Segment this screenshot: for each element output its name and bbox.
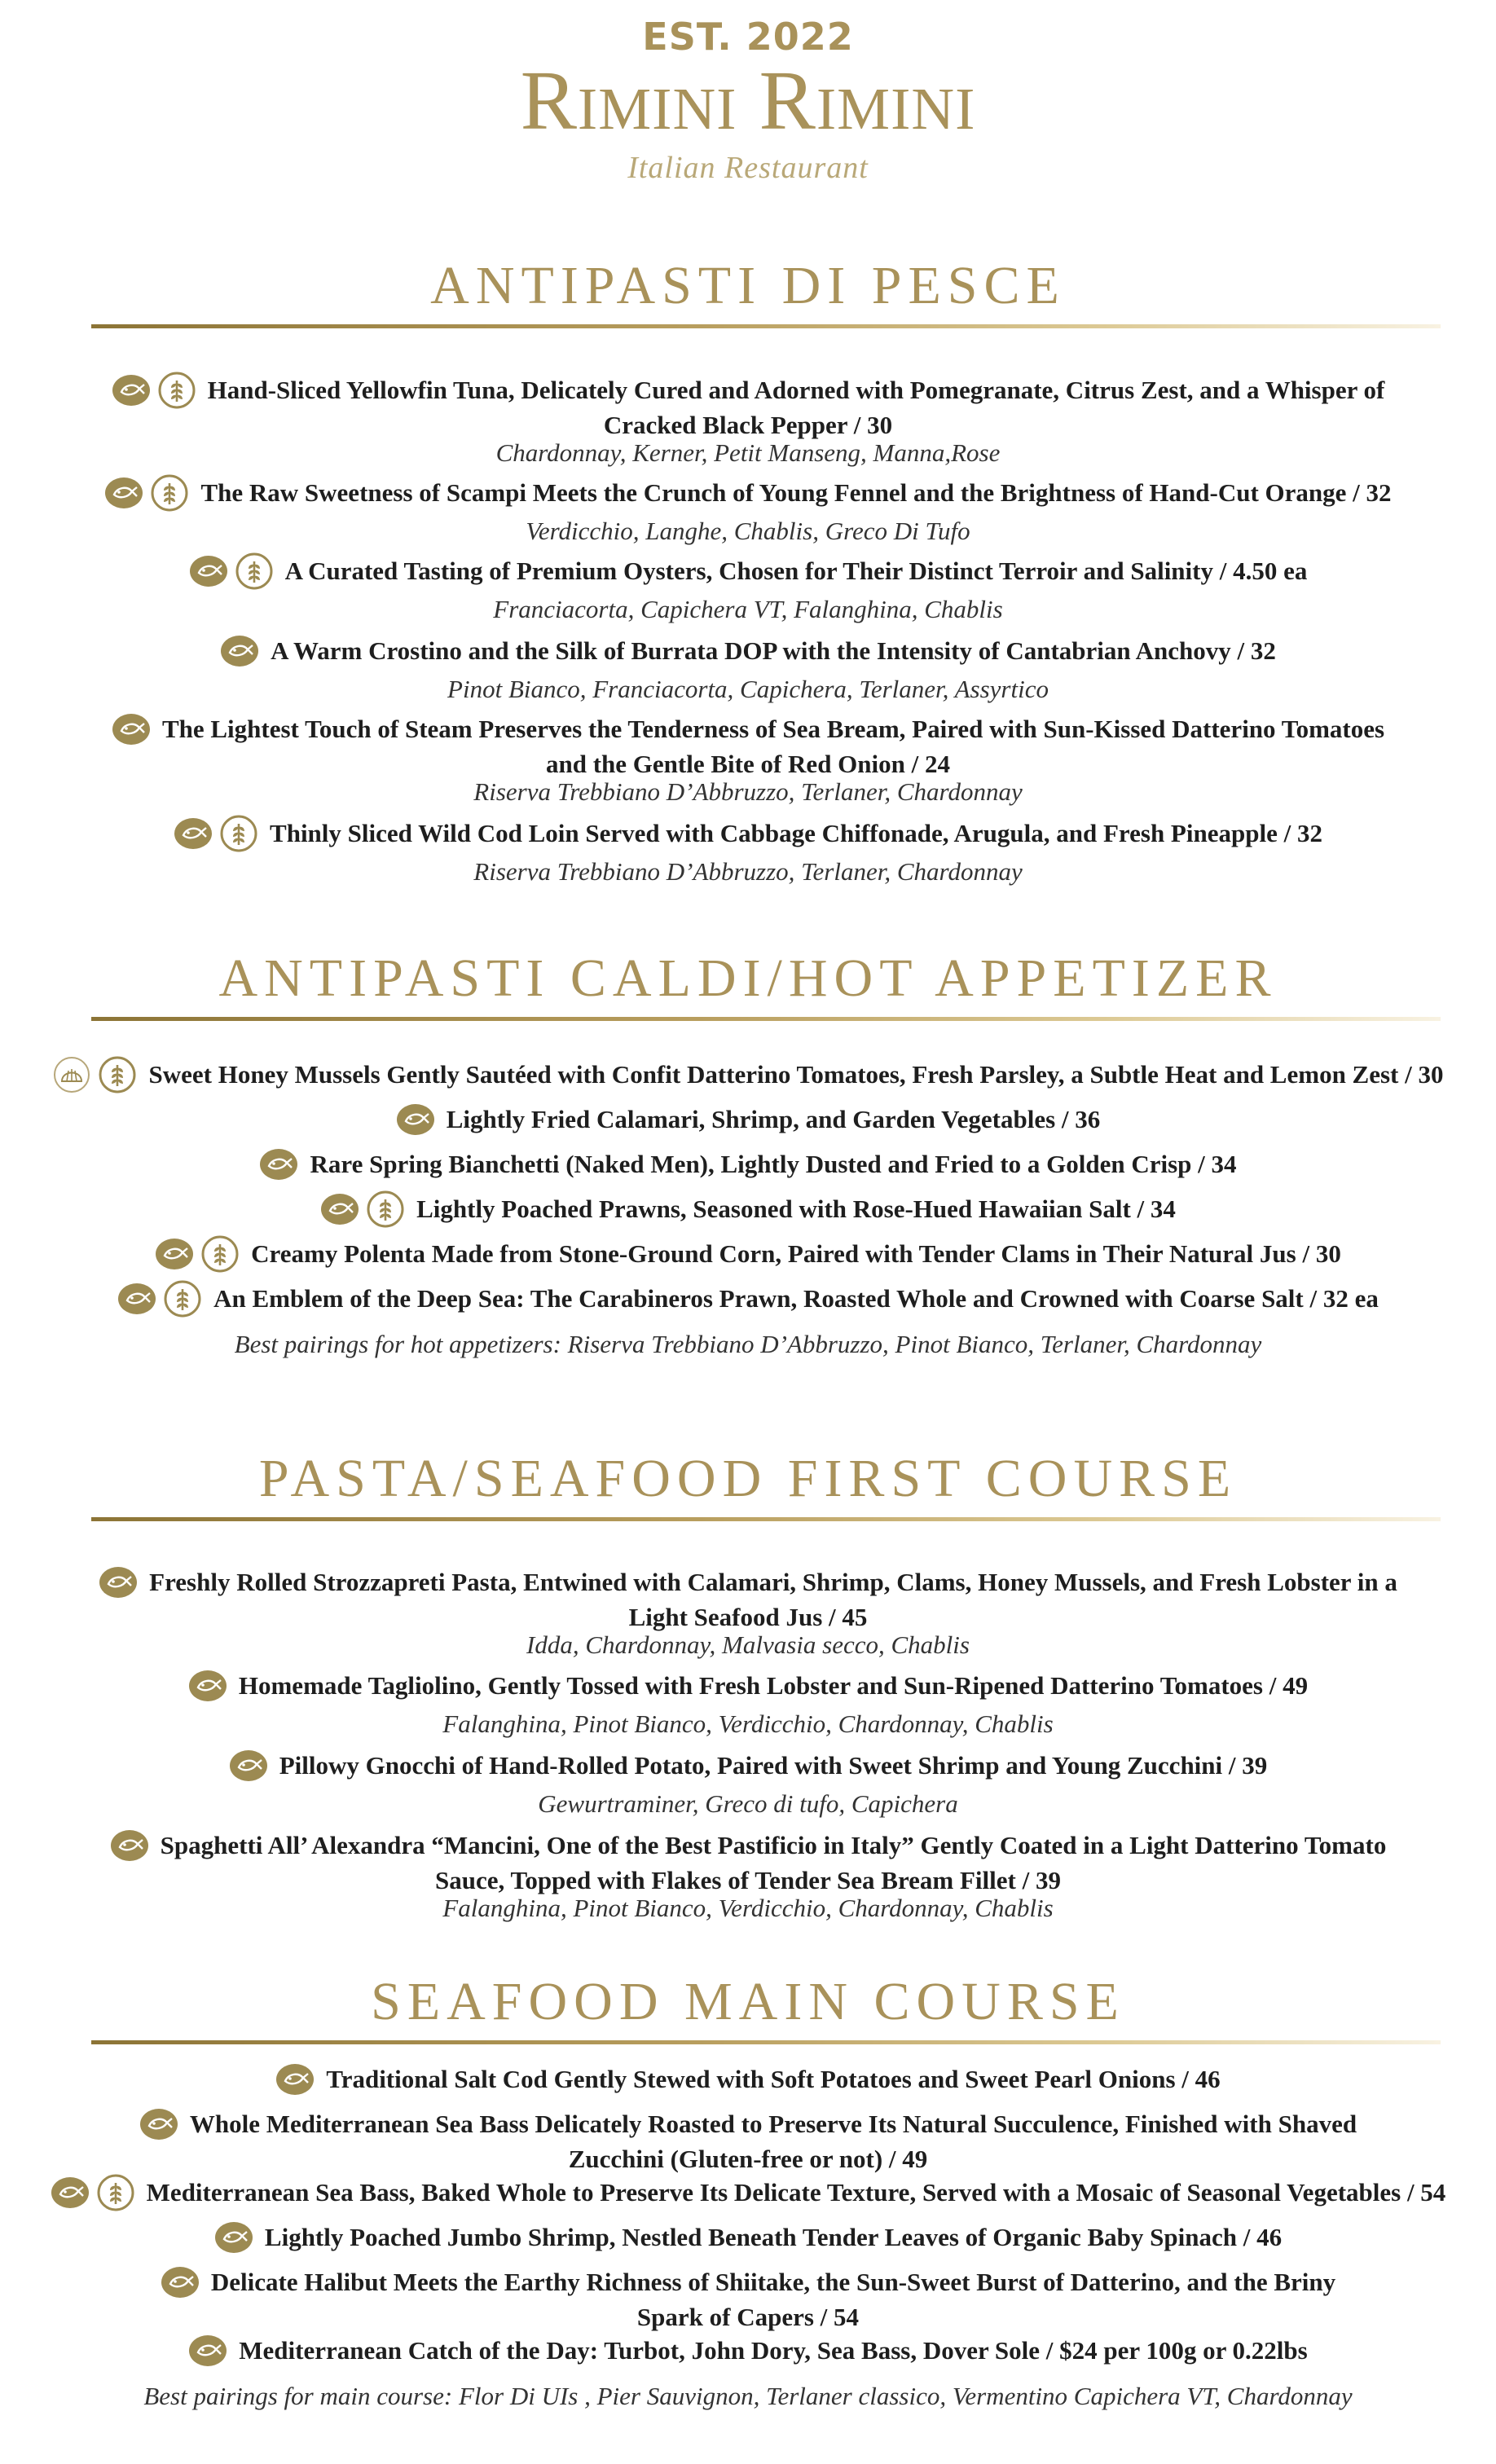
gluten-free-icon xyxy=(98,1055,137,1094)
item-name-cont: Cracked Black Pepper / 30 xyxy=(603,411,893,439)
menu-item xyxy=(0,371,1496,473)
section-4-items xyxy=(0,2060,1496,2411)
restaurant-tagline: Italian Restaurant xyxy=(627,151,869,185)
fish-icon xyxy=(155,1234,194,1274)
item-name: An Emblem of the Deep Sea: The Carabineros Prawn, Roasted Whole and Crowned with Coarse Salt / 32 ea xyxy=(213,1284,1379,1313)
fish-icon xyxy=(396,1100,435,1139)
menu-item xyxy=(0,710,1496,814)
item-name: Mediterranean Sea Bass, Baked Whole to Preserve Its Delicate Texture, Served with a Mosaic of Seasonal Vegetables / 54 xyxy=(146,2178,1446,2207)
section-title: ANTIPASTI DI PESCE xyxy=(430,256,1066,315)
best-pairings-note: Best pairings for main course: Flor Di UIs , Pier Sauvignon, Terlaner classico, Vermentino Capichera VT, Chardonnay xyxy=(143,2382,1353,2410)
fish-icon xyxy=(112,710,151,749)
wine-pairing: Verdicchio, Langhe, Chablis, Greco Di Tufo xyxy=(526,517,970,545)
item-icons xyxy=(320,1190,405,1229)
section-seafood-main-course xyxy=(0,1972,1496,2044)
menu-item xyxy=(0,1279,1496,1330)
item-icons xyxy=(214,2218,253,2257)
item-icons xyxy=(161,2263,200,2302)
fish-icon xyxy=(112,371,151,410)
item-name: Mediterranean Catch of the Day: Turbot, John Dory, Sea Bass, Dover Sole / $24 per 100g or 0.22lbs xyxy=(239,2336,1308,2365)
fish-icon xyxy=(104,473,143,513)
fish-icon xyxy=(110,1826,149,1865)
fish-icon xyxy=(117,1279,156,1318)
section-antipasti-di-pesce xyxy=(0,256,1496,328)
item-name: Lightly Poached Prawns, Seasoned with Rose-Hued Hawaiian Salt / 34 xyxy=(416,1195,1176,1223)
item-icons xyxy=(396,1100,435,1139)
item-icons xyxy=(139,2105,178,2144)
fish-icon xyxy=(259,1145,298,1184)
section-1-items xyxy=(0,371,1496,892)
item-icons xyxy=(112,710,151,749)
fish-icon xyxy=(220,631,259,671)
item-name: Freshly Rolled Strozzapreti Pasta, Entwined with Calamari, Shrimp, Clams, Honey Mussels, and Fresh Lobster in a xyxy=(149,1568,1397,1596)
item-icons xyxy=(189,552,274,591)
menu-item xyxy=(0,1826,1496,1922)
fish-icon xyxy=(214,2218,253,2257)
section-title: SEAFOOD MAIN COURSE xyxy=(371,1972,1125,2031)
wine-pairing: Pinot Bianco, Franciacorta, Capichera, Terlaner, Assyrtico xyxy=(447,675,1049,703)
best-pairings-note: Best pairings for hot appetizers: Riserva Trebbiano D’Abbruzzo, Pinot Bianco, Terlaner, Chardonnay xyxy=(234,1330,1262,1358)
item-name: Thinly Sliced Wild Cod Loin Served with Cabbage Chiffonade, Arugula, and Fresh Pineapple / 32 xyxy=(270,819,1322,847)
item-name: Creamy Polenta Made from Stone-Ground Corn, Paired with Tender Clams in Their Natural Jus / 30 xyxy=(251,1239,1341,1268)
section-antipasti-caldi xyxy=(0,948,1496,1021)
section-pasta-first-course xyxy=(0,1449,1496,1521)
fish-icon xyxy=(189,552,228,591)
item-icons xyxy=(104,473,189,513)
item-icons xyxy=(52,1055,137,1094)
item-name: A Warm Crostino and the Silk of Burrata DOP with the Intensity of Cantabrian Anchovy / 32 xyxy=(271,636,1276,665)
item-name: Sweet Honey Mussels Gently Sautéed with Confit Datterino Tomatoes, Fresh Parsley, a Subtle Heat and Lemon Zest / 30 xyxy=(148,1060,1444,1089)
menu-item xyxy=(0,1190,1496,1234)
item-name: Traditional Salt Cod Gently Stewed with Soft Potatoes and Sweet Pearl Onions / 46 xyxy=(326,2065,1221,2093)
menu-item xyxy=(0,2263,1496,2331)
section-3-items xyxy=(0,1563,1496,1922)
menu-item xyxy=(0,1234,1496,1279)
gluten-free-icon xyxy=(200,1234,240,1274)
item-name: Homemade Tagliolino, Gently Tossed with Fresh Lobster and Sun-Ripened Datterino Tomatoes / 49 xyxy=(238,1671,1309,1700)
section-title: ANTIPASTI CALDI/HOT APPETIZER xyxy=(218,948,1278,1008)
item-icons xyxy=(110,1826,149,1865)
wine-pairing: Chardonnay, Kerner, Petit Manseng, Manna,Rose xyxy=(495,438,1001,467)
menu-item xyxy=(0,552,1496,631)
section-title: PASTA/SEAFOOD FIRST COURSE xyxy=(258,1449,1238,1508)
item-name: Lightly Poached Jumbo Shrimp, Nestled Beneath Tender Leaves of Organic Baby Spinach / 46 xyxy=(264,2223,1283,2251)
gluten-free-icon xyxy=(157,371,196,410)
item-icons xyxy=(51,2173,135,2212)
item-name: Whole Mediterranean Sea Bass Delicately Roasted to Preserve Its Natural Succulence, Finished with Shaved xyxy=(189,2110,1357,2138)
section-divider xyxy=(91,1517,1441,1521)
menu-item xyxy=(0,814,1496,892)
menu-item xyxy=(0,473,1496,552)
fish-icon xyxy=(229,1746,268,1785)
item-icons xyxy=(229,1746,268,1785)
item-name-cont: Light Seafood Jus / 45 xyxy=(628,1603,868,1631)
item-name: A Curated Tasting of Premium Oysters, Chosen for Their Distinct Terroir and Salinity / 4.50 ea xyxy=(284,557,1308,585)
fish-icon xyxy=(188,2331,227,2370)
item-icons xyxy=(188,2331,227,2370)
menu-item xyxy=(0,2173,1496,2218)
menu-item xyxy=(0,2060,1496,2105)
item-icons xyxy=(259,1145,298,1184)
item-name: The Raw Sweetness of Scampi Meets the Crunch of Young Fennel and the Brightness of Hand-Cut Orange / 32 xyxy=(200,478,1392,507)
fish-icon xyxy=(161,2263,200,2302)
fish-icon xyxy=(188,1666,227,1705)
menu-header xyxy=(0,0,1496,186)
fish-icon xyxy=(275,2060,315,2099)
gluten-free-icon xyxy=(219,814,258,853)
menu-item xyxy=(0,1055,1496,1100)
item-name: Rare Spring Bianchetti (Naked Men), Lightly Dusted and Fried to a Golden Crisp / 34 xyxy=(310,1150,1237,1178)
section-divider xyxy=(91,324,1441,328)
established-label: EST. 2022 xyxy=(642,15,854,59)
wine-pairing: Falanghina, Pinot Bianco, Verdicchio, Chardonnay, Chablis xyxy=(442,1894,1054,1922)
menu-item xyxy=(0,1563,1496,1666)
gluten-free-icon xyxy=(150,473,189,513)
gluten-free-icon xyxy=(96,2173,135,2212)
item-name-cont: Spark of Capers / 54 xyxy=(636,2303,860,2331)
item-name-cont: and the Gentle Bite of Red Onion / 24 xyxy=(545,750,950,778)
gluten-free-icon xyxy=(163,1279,202,1318)
fish-icon xyxy=(320,1190,359,1229)
item-name: Pillowy Gnocchi of Hand-Rolled Potato, Paired with Sweet Shrimp and Young Zucchini / 39 xyxy=(279,1751,1268,1780)
menu-item xyxy=(0,631,1496,710)
wine-pairing: Franciacorta, Capichera VT, Falanghina, Chablis xyxy=(493,595,1003,623)
item-icons xyxy=(117,1279,202,1318)
restaurant-name: Rimini Rimini xyxy=(520,54,976,147)
item-name: Hand-Sliced Yellowfin Tuna, Delicately Cured and Adorned with Pomegranate, Citrus Zest, and a Whisper of xyxy=(207,376,1385,404)
menu-item xyxy=(0,2218,1496,2263)
wine-pairing: Idda, Chardonnay, Malvasia secco, Chablis xyxy=(526,1630,970,1659)
item-icons xyxy=(112,371,196,410)
wine-pairing: Gewurtraminer, Greco di tufo, Capichera xyxy=(538,1789,958,1818)
item-name: Delicate Halibut Meets the Earthy Richness of Shiitake, the Sun-Sweet Burst of Datterino, and the Briny xyxy=(210,2268,1336,2296)
menu-item xyxy=(0,2331,1496,2382)
menu-item xyxy=(0,1746,1496,1826)
item-name: Lightly Fried Calamari, Shrimp, and Garden Vegetables / 36 xyxy=(446,1105,1101,1133)
item-name: The Lightest Touch of Steam Preserves the Tenderness of Sea Bream, Paired with Sun-Kissed Datterino Tomatoes xyxy=(161,715,1385,743)
menu-item xyxy=(0,1145,1496,1190)
item-icons xyxy=(275,2060,315,2099)
section-divider xyxy=(91,2040,1441,2044)
wine-pairing: Riserva Trebbiano D’Abbruzzo, Terlaner, Chardonnay xyxy=(473,857,1023,886)
gluten-free-icon xyxy=(235,552,274,591)
item-name: Spaghetti All’ Alexandra “Mancini, One of the Best Pastificio in Italy” Gently Coated in a Light Datterino Tomato xyxy=(160,1831,1387,1859)
section-divider xyxy=(91,1017,1441,1021)
fish-icon xyxy=(51,2173,90,2212)
item-icons xyxy=(155,1234,240,1274)
gluten-free-icon xyxy=(366,1190,405,1229)
item-icons xyxy=(174,814,258,853)
item-icons xyxy=(188,1666,227,1705)
wine-pairing: Falanghina, Pinot Bianco, Verdicchio, Chardonnay, Chablis xyxy=(442,1709,1054,1738)
menu-item xyxy=(0,2105,1496,2173)
fish-icon xyxy=(99,1563,138,1602)
section-2-items xyxy=(0,1055,1496,1359)
menu-item xyxy=(0,1100,1496,1145)
wine-pairing: Riserva Trebbiano D’Abbruzzo, Terlaner, Chardonnay xyxy=(473,777,1023,806)
fish-icon xyxy=(174,814,213,853)
shellfish-icon xyxy=(52,1055,91,1094)
item-icons xyxy=(99,1563,138,1602)
menu-item xyxy=(0,1666,1496,1746)
item-icons xyxy=(220,631,259,671)
item-name-cont: Sauce, Topped with Flakes of Tender Sea Bream Fillet / 39 xyxy=(435,1866,1061,1894)
item-name-cont: Zucchini (Gluten-free or not) / 49 xyxy=(568,2145,928,2173)
fish-icon xyxy=(139,2105,178,2144)
